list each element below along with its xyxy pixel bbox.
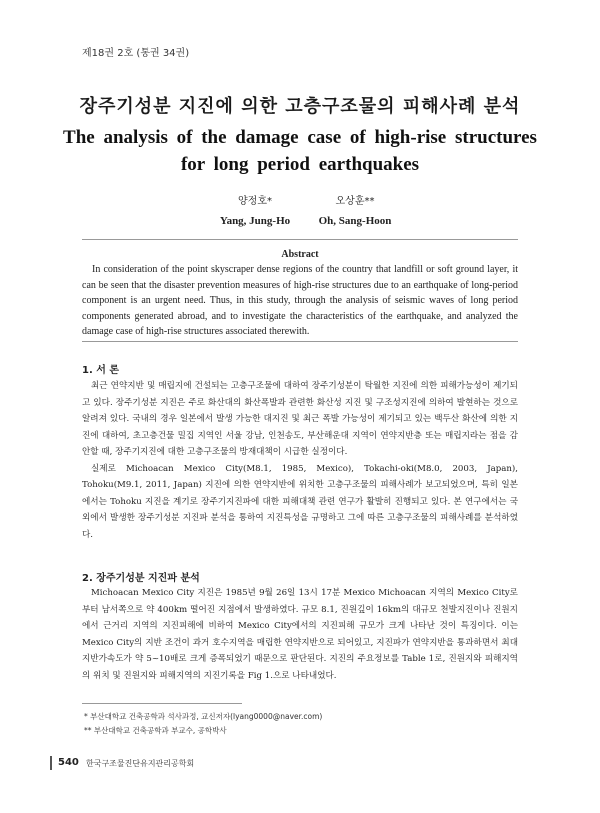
footnote-1: * 부산대학교 건축공학과 석사과정, 교신저자(lyang0000@naver.com) [84, 712, 323, 721]
issue-header: 제18권 2호 (통권 34권) [82, 48, 190, 59]
section-1-paragraph: 실제로 Michoacan Mexico City(M8.1, 1985, Mexico), Tokachi-oki(M8.0, 2003, Japan), Tohoku(M9.1, 2011, Japan) 지진에 의한 연약지반에 위치한 고층구조물의 피해사례가 보고되었으며, 특히 일본에서는 Tohoku 지진을 계기로 장주기지진파에 대한 피해대책 관련 연구가 활발히 진행되고 있다. 본 연구에서는 국외에서 발생한 장주기성분 지진파 분석을 통하여 지진특성을 규명하고 그에 따른 고층구조물의 피해사례를 분석하였다. [82, 463, 518, 540]
english-title-line-2: for long period earthquakes [180, 154, 420, 175]
author-1-korean-name: 양정호* [238, 196, 272, 207]
korean-title: 장주기성분 지진에 의한 고층구조물의 피해사례 분석 [79, 96, 521, 117]
author-2-english-name: Oh, Sang-Hoon [318, 215, 392, 227]
english-title-line-1: The analysis of the damage case of high-rise structures [63, 127, 537, 148]
author-1 [205, 192, 305, 227]
abstract-bottom-rule [82, 341, 518, 342]
abstract-top-rule [82, 239, 518, 240]
section-1-heading: 1. 서 론 [82, 365, 120, 376]
footnote-2: ** 부산대학교 건축공학과 부교수, 공학박사 [84, 726, 227, 735]
footer-bar [50, 756, 52, 770]
journal-name: 한국구조물진단유지관리공학회 [86, 759, 195, 768]
abstract-heading: Abstract [281, 249, 319, 260]
section-2-heading: 2. 장주기성분 지진파 분석 [82, 573, 200, 584]
english-title [60, 124, 540, 178]
footnote-rule [82, 703, 242, 704]
section-2-paragraph: Michoacan Mexico City 지진은 1985년 9월 26일 13시 17분 Mexico Michoacan 지역의 Mexico City로부터 남서쪽으로 약 400km 떨어진 지점에서 발생하였다. 규모 8.1, 진원깊이 16km의 대규모 천발지진이나 진원지에서 근거리 지역의 지진피해에 비하여 Mexico City에서의 지진피해 규모가 크게 나타난 것이 특징이다. 이는 Mexico City의 지반 조건이 과거 호수지역을 매립한 연약지반으로 되어있고, 지진파가 연약지반을 통과하면서 최대지반가속도가 약 5~10배로 크게 증폭되었기 때문으로 판단된다. 지진의 주요정보를 Table 1로, 진원지와 피해지역의 위치 및 진원지와 피해지역의 지진기록을 Fig 1.으로 나타내었다. [82, 588, 518, 681]
author-2-korean-name: 오상훈** [335, 196, 375, 207]
section-1-body [82, 378, 518, 543]
page-number: 540 [58, 757, 79, 768]
section-1-paragraph: 최근 연약지반 및 매립지에 건설되는 고층구조물에 대하여 장주기성분이 탁월한 지진에 의한 피해가능성이 제기되고 있다. 장주기성분 지진은 주로 화산대의 화산폭발과 관련한 화산성 지진 및 구조성지진에 의하여 발현하는 것으로 알려져 있다. 국내의 경우 일본에서 발생 가능한 대지진 및 최근 폭발 가능성이 제기되고 있는 백두산 화산에 의한 지진에 대하여, 초고층건물 밀집 지역인 서울 강남, 인천송도, 부산해운대 지역이 연약지반층 또는 매립지라는 점을 감안할 때, 장주기지진에 대한 고층구조물의 방재대책이 시급한 실정이다. [82, 381, 518, 457]
author-2 [300, 192, 410, 227]
section-2-body [82, 585, 518, 684]
author-1-english-name: Yang, Jung-Ho [219, 215, 291, 227]
abstract-text: In consideration of the point skyscraper dense regions of the country that landfill or soft ground layer, it can be seen that the disaster prevention measures of high-rise structures due to an earthquake of long-period component is an urgent need. Thus, in this study, through the analysis of seismic waves of long period components generated abroad, and to investigate the characteristics of the earthquake, and analyzed the damage case of high-rise structures associated therewith. [82, 264, 518, 338]
